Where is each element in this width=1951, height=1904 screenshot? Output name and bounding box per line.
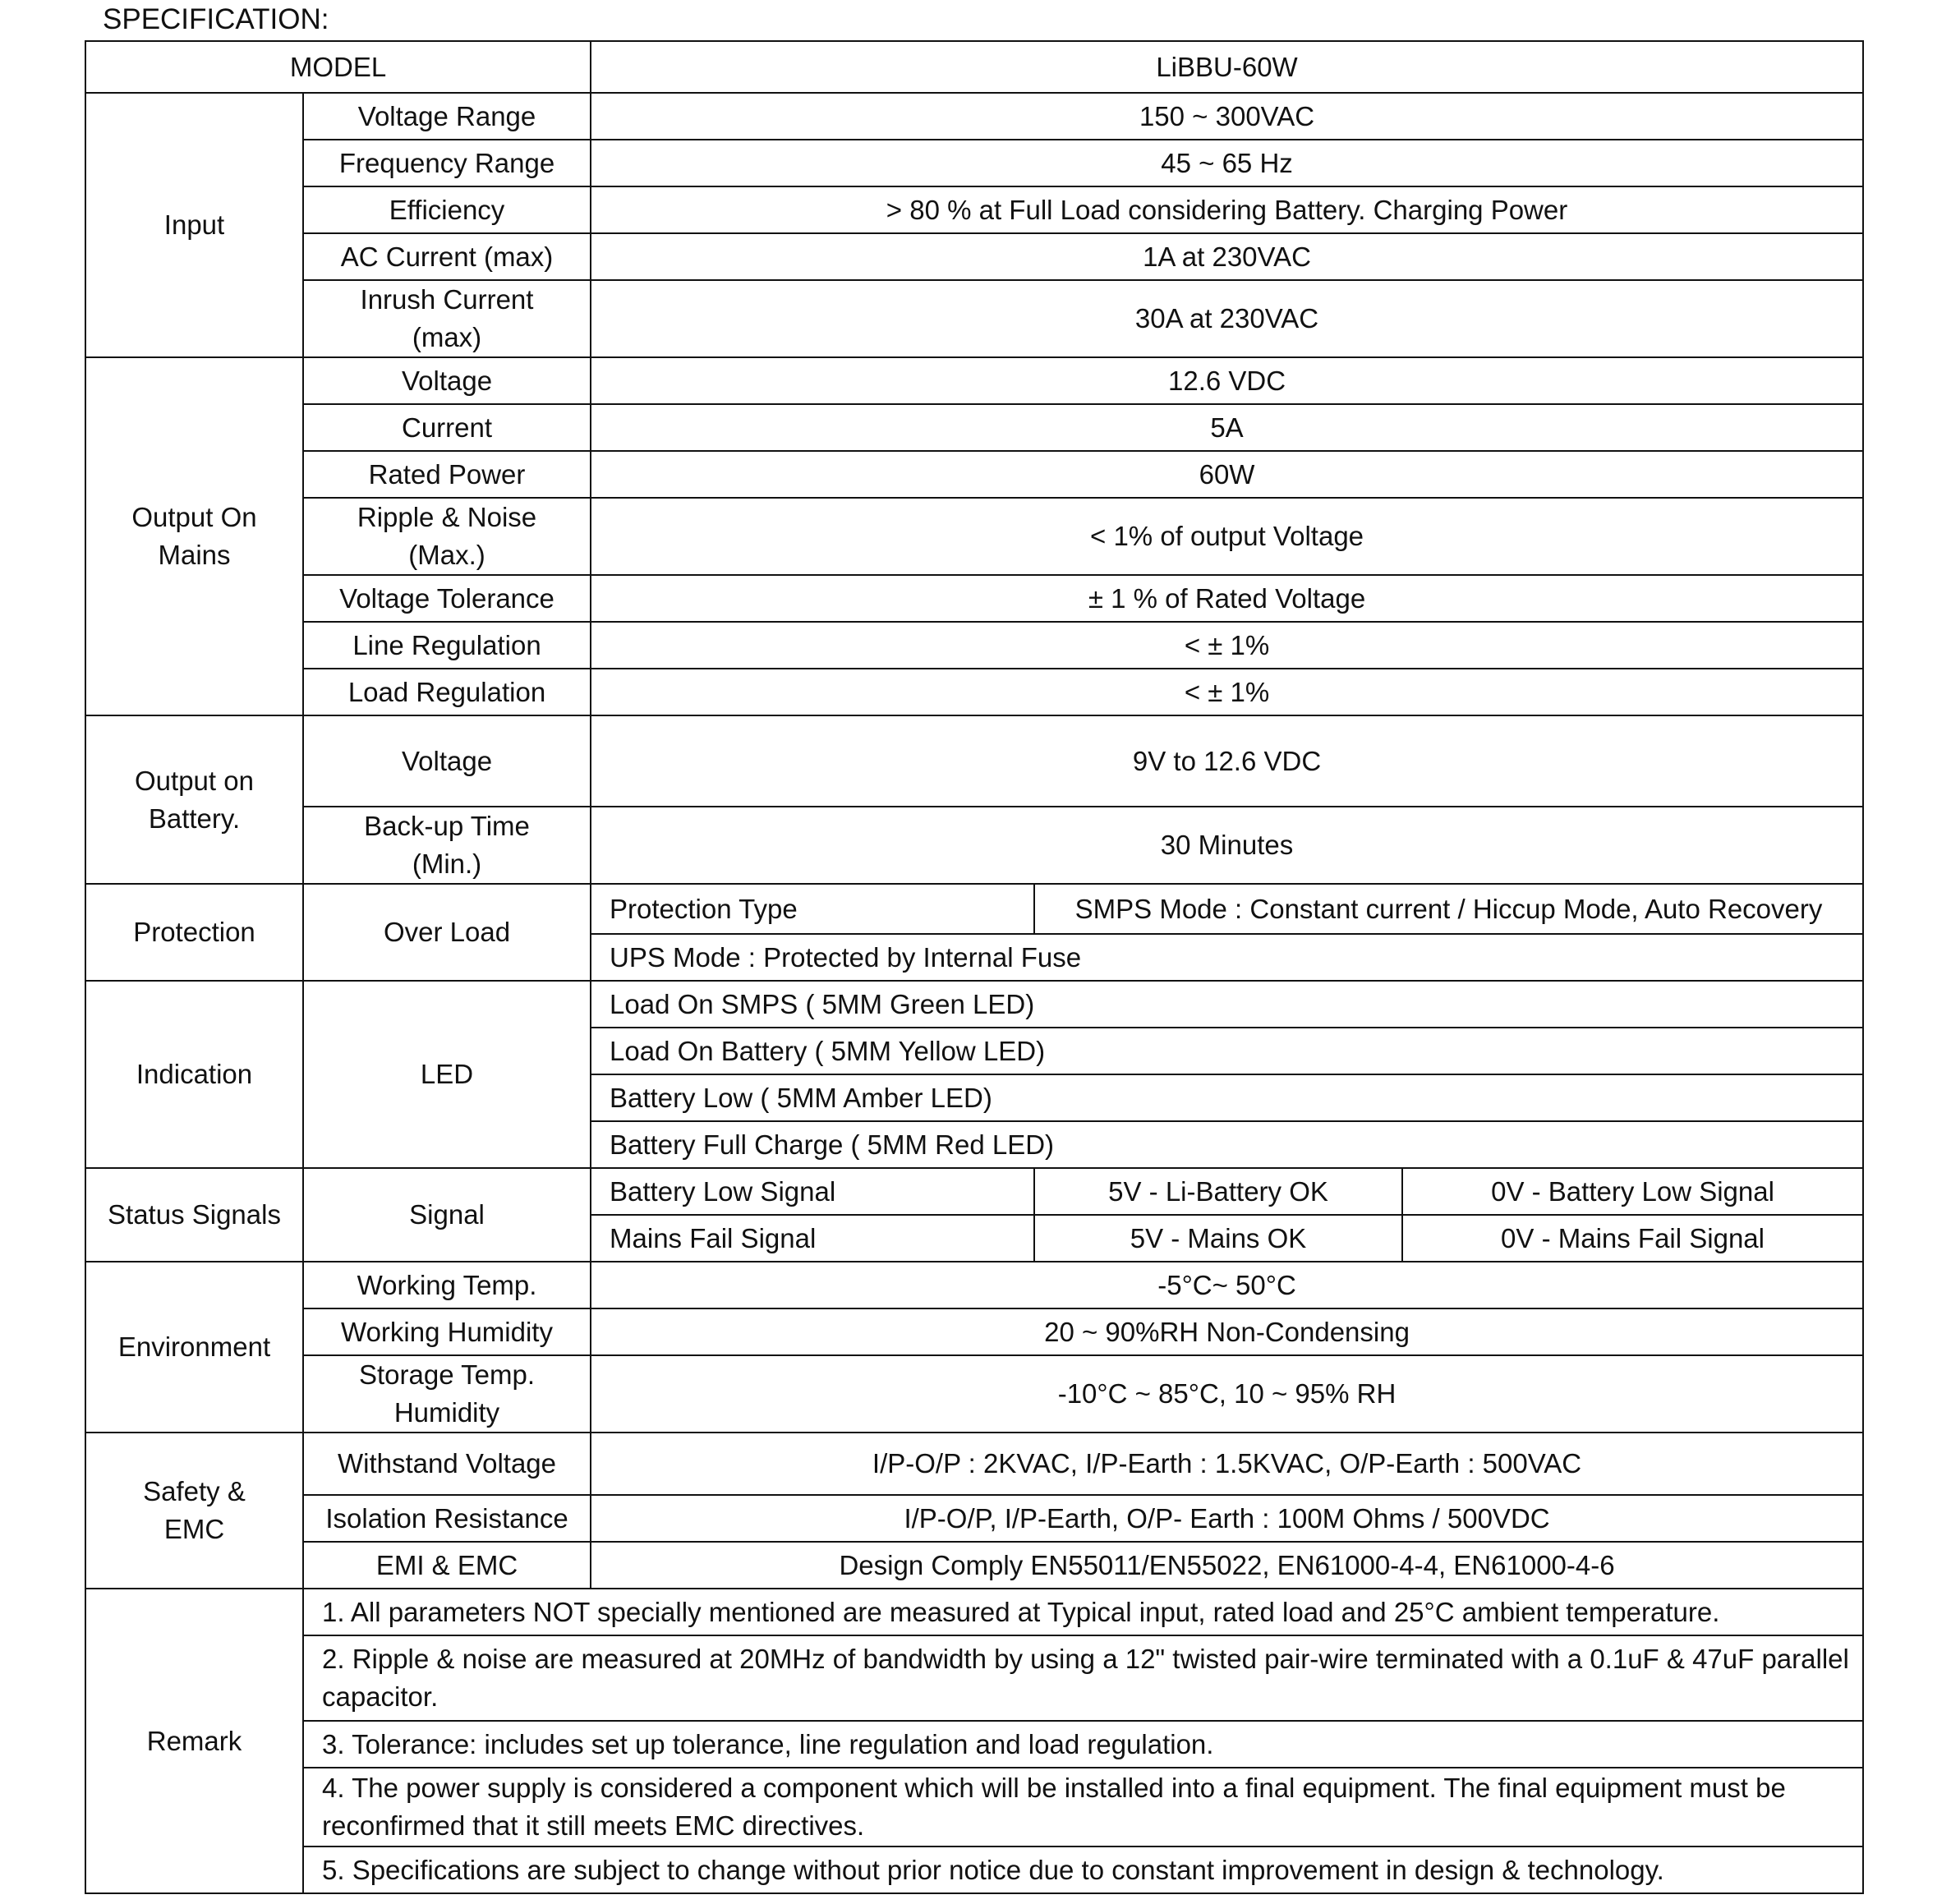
table-row bbox=[85, 1495, 1863, 1542]
table-row bbox=[85, 451, 1863, 498]
row-value: Design Comply EN55011/EN55022, EN61000-4-4, EN61000-4-6 bbox=[591, 1542, 1863, 1589]
row-label: Isolation Resistance bbox=[303, 1495, 591, 1542]
row-label: Withstand Voltage bbox=[303, 1433, 591, 1495]
table-row bbox=[85, 1635, 1863, 1721]
table-row bbox=[85, 93, 1863, 140]
table-row bbox=[85, 884, 1863, 934]
group-protection: Protection bbox=[85, 884, 303, 981]
group-status-signals: Status Signals bbox=[85, 1168, 303, 1262]
table-row bbox=[85, 1355, 1863, 1433]
table-row bbox=[85, 498, 1863, 575]
row-value: > 80 % at Full Load considering Battery. Charging Power bbox=[591, 186, 1863, 233]
remark-item: 2. Ripple & noise are measured at 20MHz of bandwidth by using a 12" twisted pair-wire terminated with a 0.1uF & 47uF parallel capacitor. bbox=[303, 1635, 1863, 1721]
model-row bbox=[85, 41, 1863, 93]
row-label: Back-up Time (Min.) bbox=[303, 807, 591, 884]
row-label: Working Humidity bbox=[303, 1308, 591, 1355]
row-value: 30A at 230VAC bbox=[591, 280, 1863, 357]
table-row bbox=[85, 186, 1863, 233]
table-row bbox=[85, 280, 1863, 357]
list-item: Load On SMPS ( 5MM Green LED) bbox=[591, 981, 1863, 1028]
row-value: 45 ~ 65 Hz bbox=[591, 140, 1863, 186]
signal-name: Battery Low Signal bbox=[591, 1168, 1034, 1215]
group-indication: Indication bbox=[85, 981, 303, 1168]
group-safety-emc: Safety & EMC bbox=[85, 1433, 303, 1589]
signal-low: 0V - Battery Low Signal bbox=[1402, 1168, 1863, 1215]
row-value: < 1% of output Voltage bbox=[591, 498, 1863, 575]
page-title: SPECIFICATION: bbox=[103, 3, 329, 35]
table-row bbox=[85, 1721, 1863, 1768]
group-output-battery: Output on Battery. bbox=[85, 715, 303, 884]
group-input: Input bbox=[85, 93, 303, 357]
row-label: Efficiency bbox=[303, 186, 591, 233]
list-item: Battery Full Charge ( 5MM Red LED) bbox=[591, 1121, 1863, 1168]
table-row bbox=[85, 575, 1863, 622]
row-value: < ± 1% bbox=[591, 622, 1863, 669]
group-environment: Environment bbox=[85, 1262, 303, 1433]
row-value: -5°C~ 50°C bbox=[591, 1262, 1863, 1308]
row-value: < ± 1% bbox=[591, 669, 1863, 715]
row-value: 20 ~ 90%RH Non-Condensing bbox=[591, 1308, 1863, 1355]
row-value: 12.6 VDC bbox=[591, 357, 1863, 404]
row-label: Working Temp. bbox=[303, 1262, 591, 1308]
table-row bbox=[85, 807, 1863, 884]
group-output-mains: Output On Mains bbox=[85, 357, 303, 715]
row-value: 60W bbox=[591, 451, 1863, 498]
signal-high: 5V - Li-Battery OK bbox=[1034, 1168, 1402, 1215]
table-row bbox=[85, 1262, 1863, 1308]
remark-item: 1. All parameters NOT specially mentioned are measured at Typical input, rated load and 25°C ambient temperature. bbox=[303, 1589, 1863, 1635]
table-row bbox=[85, 357, 1863, 404]
protection-ups-mode: UPS Mode : Protected by Internal Fuse bbox=[591, 934, 1863, 981]
row-label: Voltage Tolerance bbox=[303, 575, 591, 622]
protection-type-value: SMPS Mode : Constant current / Hiccup Mode, Auto Recovery bbox=[1034, 884, 1863, 934]
remark-item: 5. Specifications are subject to change without prior notice due to constant improvement in design & technology. bbox=[303, 1847, 1863, 1893]
row-value: 9V to 12.6 VDC bbox=[591, 715, 1863, 807]
signal-low: 0V - Mains Fail Signal bbox=[1402, 1215, 1863, 1262]
table-row bbox=[85, 622, 1863, 669]
table-row bbox=[85, 140, 1863, 186]
list-item: Load On Battery ( 5MM Yellow LED) bbox=[591, 1028, 1863, 1074]
row-label: Ripple & Noise (Max.) bbox=[303, 498, 591, 575]
row-value: I/P-O/P, I/P-Earth, O/P- Earth : 100M Ohms / 500VDC bbox=[591, 1495, 1863, 1542]
table-row bbox=[85, 404, 1863, 451]
row-value: 150 ~ 300VAC bbox=[591, 93, 1863, 140]
row-label: Storage Temp. Humidity bbox=[303, 1355, 591, 1433]
row-value: 5A bbox=[591, 404, 1863, 451]
table-row bbox=[85, 981, 1863, 1028]
protection-type-label: Protection Type bbox=[591, 884, 1034, 934]
protection-label: Over Load bbox=[303, 884, 591, 981]
row-label: AC Current (max) bbox=[303, 233, 591, 280]
row-label: Inrush Current (max) bbox=[303, 280, 591, 357]
table-row bbox=[85, 1168, 1863, 1215]
group-remark: Remark bbox=[85, 1589, 303, 1893]
remark-item: 4. The power supply is considered a component which will be installed into a final equipment. The final equipment must be reconfirmed that it still meets EMC directives. bbox=[303, 1768, 1863, 1847]
signal-name: Mains Fail Signal bbox=[591, 1215, 1034, 1262]
row-label: Rated Power bbox=[303, 451, 591, 498]
indication-label: LED bbox=[303, 981, 591, 1168]
row-value: 1A at 230VAC bbox=[591, 233, 1863, 280]
model-label: MODEL bbox=[85, 41, 591, 93]
row-label: Voltage Range bbox=[303, 93, 591, 140]
table-row bbox=[85, 669, 1863, 715]
table-row bbox=[85, 715, 1863, 807]
table-row bbox=[85, 1589, 1863, 1635]
row-value: -10°C ~ 85°C, 10 ~ 95% RH bbox=[591, 1355, 1863, 1433]
row-value: I/P-O/P : 2KVAC, I/P-Earth : 1.5KVAC, O/P-Earth : 500VAC bbox=[591, 1433, 1863, 1495]
status-signals-label: Signal bbox=[303, 1168, 591, 1262]
table-row bbox=[85, 1433, 1863, 1495]
table-row bbox=[85, 1542, 1863, 1589]
remark-item: 3. Tolerance: includes set up tolerance, line regulation and load regulation. bbox=[303, 1721, 1863, 1768]
row-label: Line Regulation bbox=[303, 622, 591, 669]
row-label: Voltage bbox=[303, 715, 591, 807]
table-row bbox=[85, 1768, 1863, 1847]
row-label: Load Regulation bbox=[303, 669, 591, 715]
specification-table bbox=[85, 40, 1864, 1894]
list-item: Battery Low ( 5MM Amber LED) bbox=[591, 1074, 1863, 1121]
row-value: 30 Minutes bbox=[591, 807, 1863, 884]
row-label: EMI & EMC bbox=[303, 1542, 591, 1589]
row-value: ± 1 % of Rated Voltage bbox=[591, 575, 1863, 622]
table-row bbox=[85, 233, 1863, 280]
table-row bbox=[85, 1308, 1863, 1355]
table-row bbox=[85, 1847, 1863, 1893]
row-label: Voltage bbox=[303, 357, 591, 404]
row-label: Current bbox=[303, 404, 591, 451]
model-value: LiBBU-60W bbox=[591, 41, 1863, 93]
row-label: Frequency Range bbox=[303, 140, 591, 186]
signal-high: 5V - Mains OK bbox=[1034, 1215, 1402, 1262]
